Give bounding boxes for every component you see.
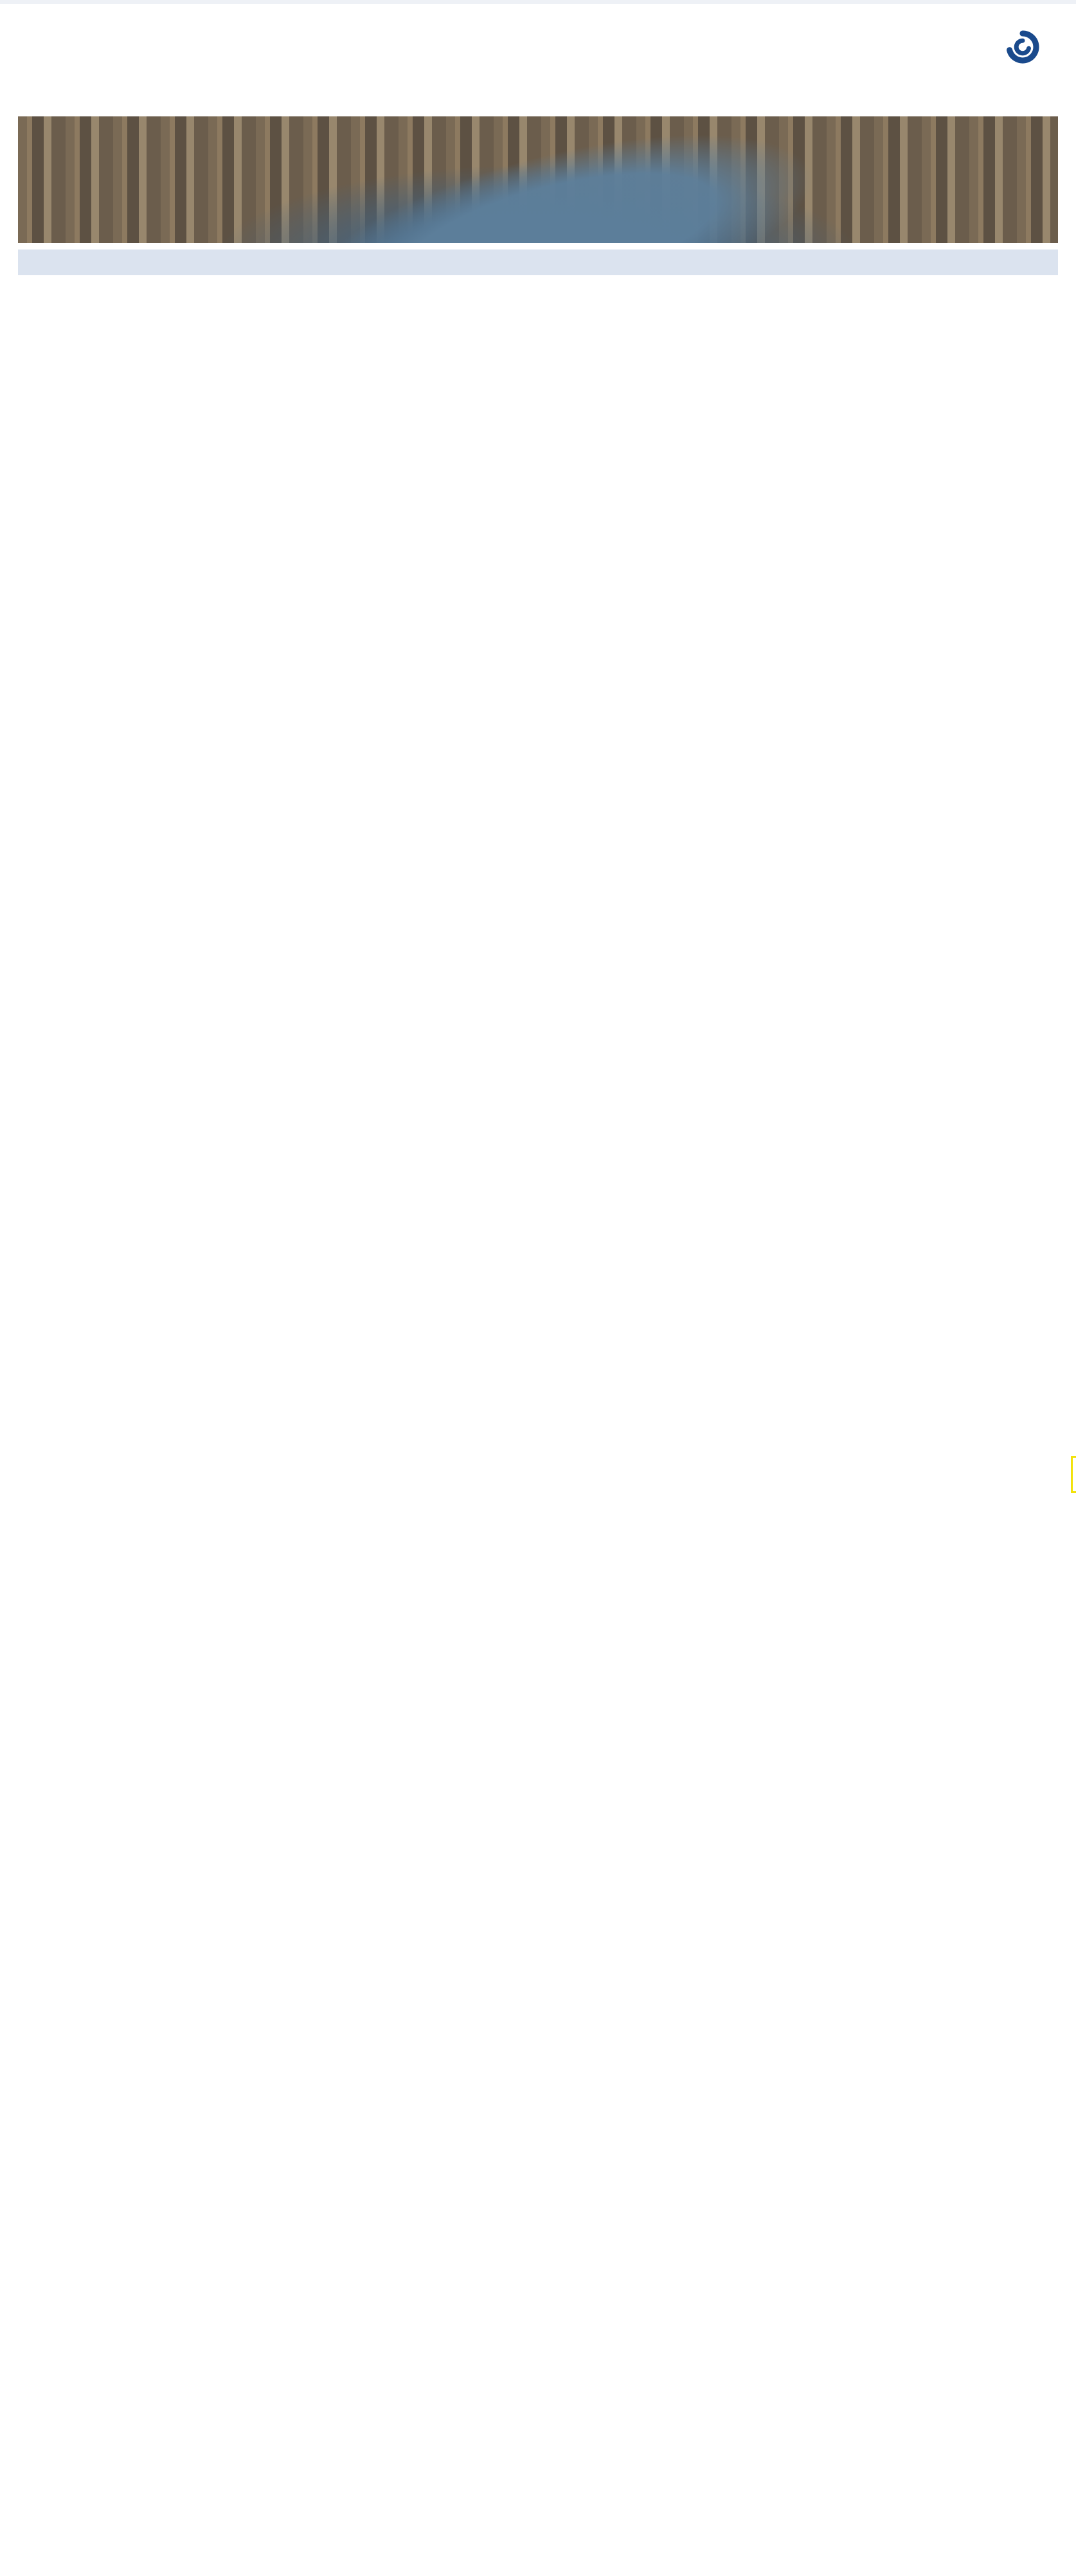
report-page xyxy=(0,0,1076,314)
title-divider xyxy=(427,80,649,82)
floating-widget-clipped[interactable] xyxy=(1071,1456,1076,1493)
date-bar xyxy=(18,249,1058,275)
company-logo-icon xyxy=(999,23,1046,71)
banner-image xyxy=(18,13,1058,243)
banner-text xyxy=(18,58,1058,106)
